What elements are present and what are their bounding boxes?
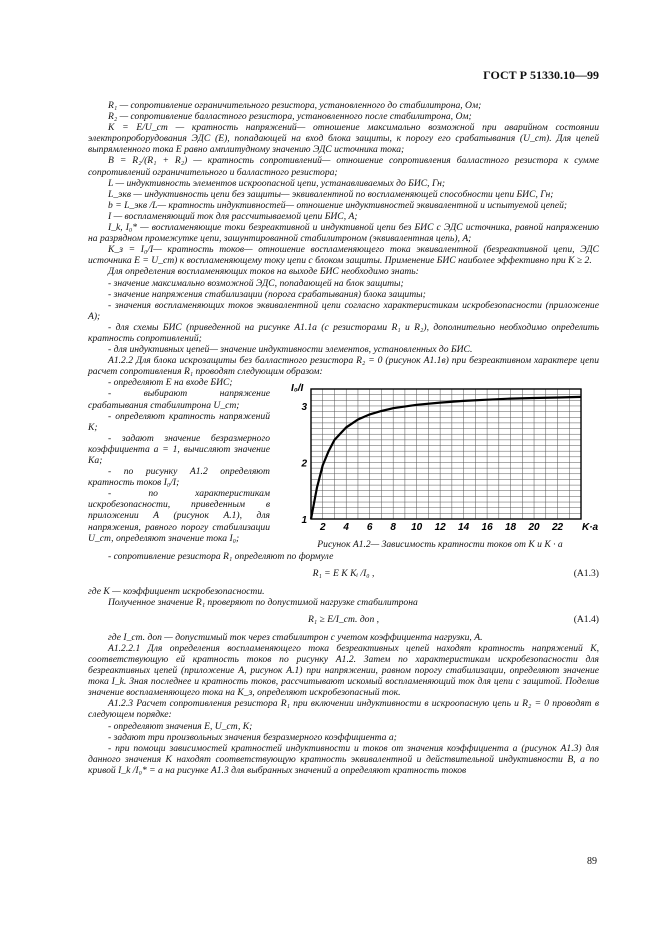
left-column-paragraphs bbox=[88, 377, 270, 543]
paragraph: K = E/U_ст — кратность напряжений— отношение максимально возможной при аварийном состоянии электропроборудования ЭДС (Е), попадающей на вход блока защиты, к порогу его срабатывания (U_ст). Для цепей выпрямленного тока Е равно амплитудному значению ЭДС источника тока; bbox=[88, 122, 599, 156]
paragraph: - задают значение безразмерного коэффициента a = 1, вычисляют значение Ka; bbox=[88, 432, 270, 466]
paragraph: - выбирают напряжение срабатывания стабилитрона U_ст; bbox=[88, 388, 270, 411]
equation-number: (А1.3) bbox=[573, 567, 599, 579]
paragraph: - значение напряжения стабилизации (порога срабатывания) блока защиты; bbox=[108, 288, 426, 300]
paragraph: Для определения воспламеняющих токов на выходе БИС необходимо знать: bbox=[108, 266, 419, 278]
x-tick-label: 2 bbox=[319, 522, 326, 533]
x-tick-label: 4 bbox=[343, 522, 349, 533]
paragraph: А1.2.2.1 Для определения воспламеняющего тока безреактивных цепей находят кратность напряжений K, соответствующую ей кратность токов по рисунку А1.2. Затем по характеристикам искробезопасности для безреактивных цепей (приложение А, рисунок А.1) при напряжении, равном порогу стабилизации, определяют значение тока I_k. Зная последнее и кратность токов, рассчитывают искомый воспламеняющий ток для цепи с защитой. Поделив значение воспламеняющего тока на K_з, определяют искробезопасный ток. bbox=[88, 642, 599, 699]
paragraph: - для схемы БИС (приведенной на рисунке А1.1а (с резисторами R₁ и R₂), дополнительно необходимо определить кратность сопротивлений; bbox=[88, 321, 599, 344]
paragraph: - определяют кратность напряжений K; bbox=[88, 410, 270, 433]
y-tick-label: 1 bbox=[301, 515, 307, 527]
paragraph: - для индуктивных цепей— значение индуктивности элементов, установленных до БИС. bbox=[108, 344, 473, 356]
paragraph: - по характеристикам искробезопасности, приведенным в приложении А (рисунок А.1), для напряжения, равного порогу стабилизации U_ст, определяют значение тока I₀; bbox=[88, 488, 270, 544]
figure-caption: Рисунок А1.2— Зависимость кратности токов от K и K · a bbox=[317, 539, 563, 551]
paragraph: - значение максимально возможной ЭДС, попадающей на блок защиты; bbox=[108, 277, 404, 289]
x-tick-label: 16 bbox=[481, 522, 493, 533]
top-paragraphs bbox=[88, 100, 599, 377]
equation-formula: R₁ = E K Kᵢ /I₀ , bbox=[312, 567, 375, 579]
x-tick-label: 22 bbox=[551, 522, 564, 533]
equation-formula: R₁ ≥ E/I_ст. доп , bbox=[307, 613, 380, 625]
x-tick-label: 10 bbox=[411, 522, 423, 533]
plot-frame bbox=[311, 389, 581, 519]
y-axis-label: I₀/I bbox=[291, 383, 304, 395]
paragraph: R₁ — сопротивление ограничительного резистора, установленного до стабилитрона, Ом; bbox=[108, 100, 482, 111]
paragraph: - определяют значения E, U_ст, K; bbox=[108, 720, 253, 732]
paragraph: I — воспламеняющий ток для рассчитываемой цепи БИС, А; bbox=[108, 210, 358, 222]
x-tick-label: 18 bbox=[505, 522, 517, 533]
paragraph: - значения воспламеняющих токов эквивалентной цепи согласно характеристикам искробезопасности (приложение А); bbox=[88, 299, 599, 322]
paragraph: L — индуктивность элементов искроопасной цепи, устанавливаемых до БИС, Гн; bbox=[108, 177, 446, 189]
x-tick-label: 20 bbox=[528, 522, 540, 533]
paragraph: B = R₂/(R₁ + R₂) — кратность сопротивлений— отношение сопротивления балластного резистора к сумме сопротивлений ограничительного и балластного резистора; bbox=[88, 155, 599, 178]
y-tick-label: 2 bbox=[301, 458, 307, 470]
paragraph-check: Полученное значение R₁ проверяют по допустимой нагрузке стабилитрона bbox=[108, 596, 418, 608]
equation-a1-4 bbox=[88, 608, 599, 632]
document-body bbox=[88, 100, 599, 776]
paragraph: R₂ — сопротивление балластного резистора, установленного после стабилитрона, Ом; bbox=[108, 111, 472, 123]
paragraph: - по рисунку А1.2 определяют кратность токов I₀/I; bbox=[88, 466, 270, 489]
paragraph: b = L_экв /L— кратность индуктивностей— отношение индуктивностей эквивалентной и испытуемой цепей; bbox=[108, 199, 568, 211]
x-tick-label: 14 bbox=[458, 522, 470, 533]
paragraph: - при помощи зависимостей кратностей индуктивности и токов от значения коэффициента a (рисунок А1.3) для данного значения K находят соответствующую кратность эквивалентной и действительной индуктивности B, а по кривой I_k /I₀* = a на рисунке А1.3 для выбранных значений a определяют кратность токов bbox=[88, 742, 599, 776]
ratio-chart bbox=[281, 377, 599, 532]
paragraph: - определяют E на входе БИС; bbox=[108, 377, 233, 389]
paragraph: А1.2.3 Расчет сопротивления резистора R₁ при включении индуктивности в искроопасную цепь и R₂ = 0 проводят в следующем порядке: bbox=[88, 698, 599, 721]
equation-a1-3 bbox=[88, 562, 599, 586]
paragraph: где I_ст. доп — допустимый ток через стабилитрон с учетом коэффициента нагрузки, А. bbox=[108, 631, 483, 643]
paragraph-k: где K — коэффициент искробезопасности. bbox=[88, 585, 265, 597]
x-tick-label: 6 bbox=[366, 522, 373, 533]
bottom-paragraphs bbox=[88, 632, 599, 776]
paragraph: А1.2.2 Для блока искрозащиты без балластного резистора R₂ = 0 (рисунок А1.1в) при безреактивном характере цепи расчет сопротивления R₁ проводят следующим образом: bbox=[88, 355, 599, 378]
paragraph: - задают три произвольных значения безразмерного коэффициента a; bbox=[108, 731, 397, 743]
page-number: 89 bbox=[587, 856, 597, 867]
document-header: ГОСТ Р 51330.10—99 bbox=[483, 68, 599, 82]
x-tick-label: 8 bbox=[390, 522, 396, 533]
paragraph: K_з = I₀/I— кратность токов— отношение воспламеняющего тока эквивалентной (безреактивной цепи, ЭДС источника E = U_ст) к воспламеняющему току цепи с блоком защиты. Применение БИС наиболее эффективно при K ≥ 2. bbox=[88, 244, 599, 267]
series-line bbox=[311, 397, 581, 519]
y-tick-label: 3 bbox=[301, 402, 307, 414]
paragraph: L_экв — индуктивность цепи без защиты— эквивалентной по воспламеняющей способности цепи БИС, Гн; bbox=[108, 188, 554, 200]
paragraph: I_k, I₀* — воспламеняющие токи безреактивной и индуктивной цепи без БИС с ЭДС источника, равной напряжению на разрядном промежутке цепи, зашунтированной стабилитроном (эквивалентная цепь), А; bbox=[88, 222, 599, 245]
x-axis-label: K·a bbox=[582, 522, 599, 533]
equation-number: (А1.4) bbox=[573, 613, 599, 625]
paragraph-r1: - сопротивление резистора R₁ определяют по формуле bbox=[108, 550, 334, 562]
figure-a1-2 bbox=[281, 377, 599, 550]
x-tick-label: 12 bbox=[434, 522, 446, 533]
